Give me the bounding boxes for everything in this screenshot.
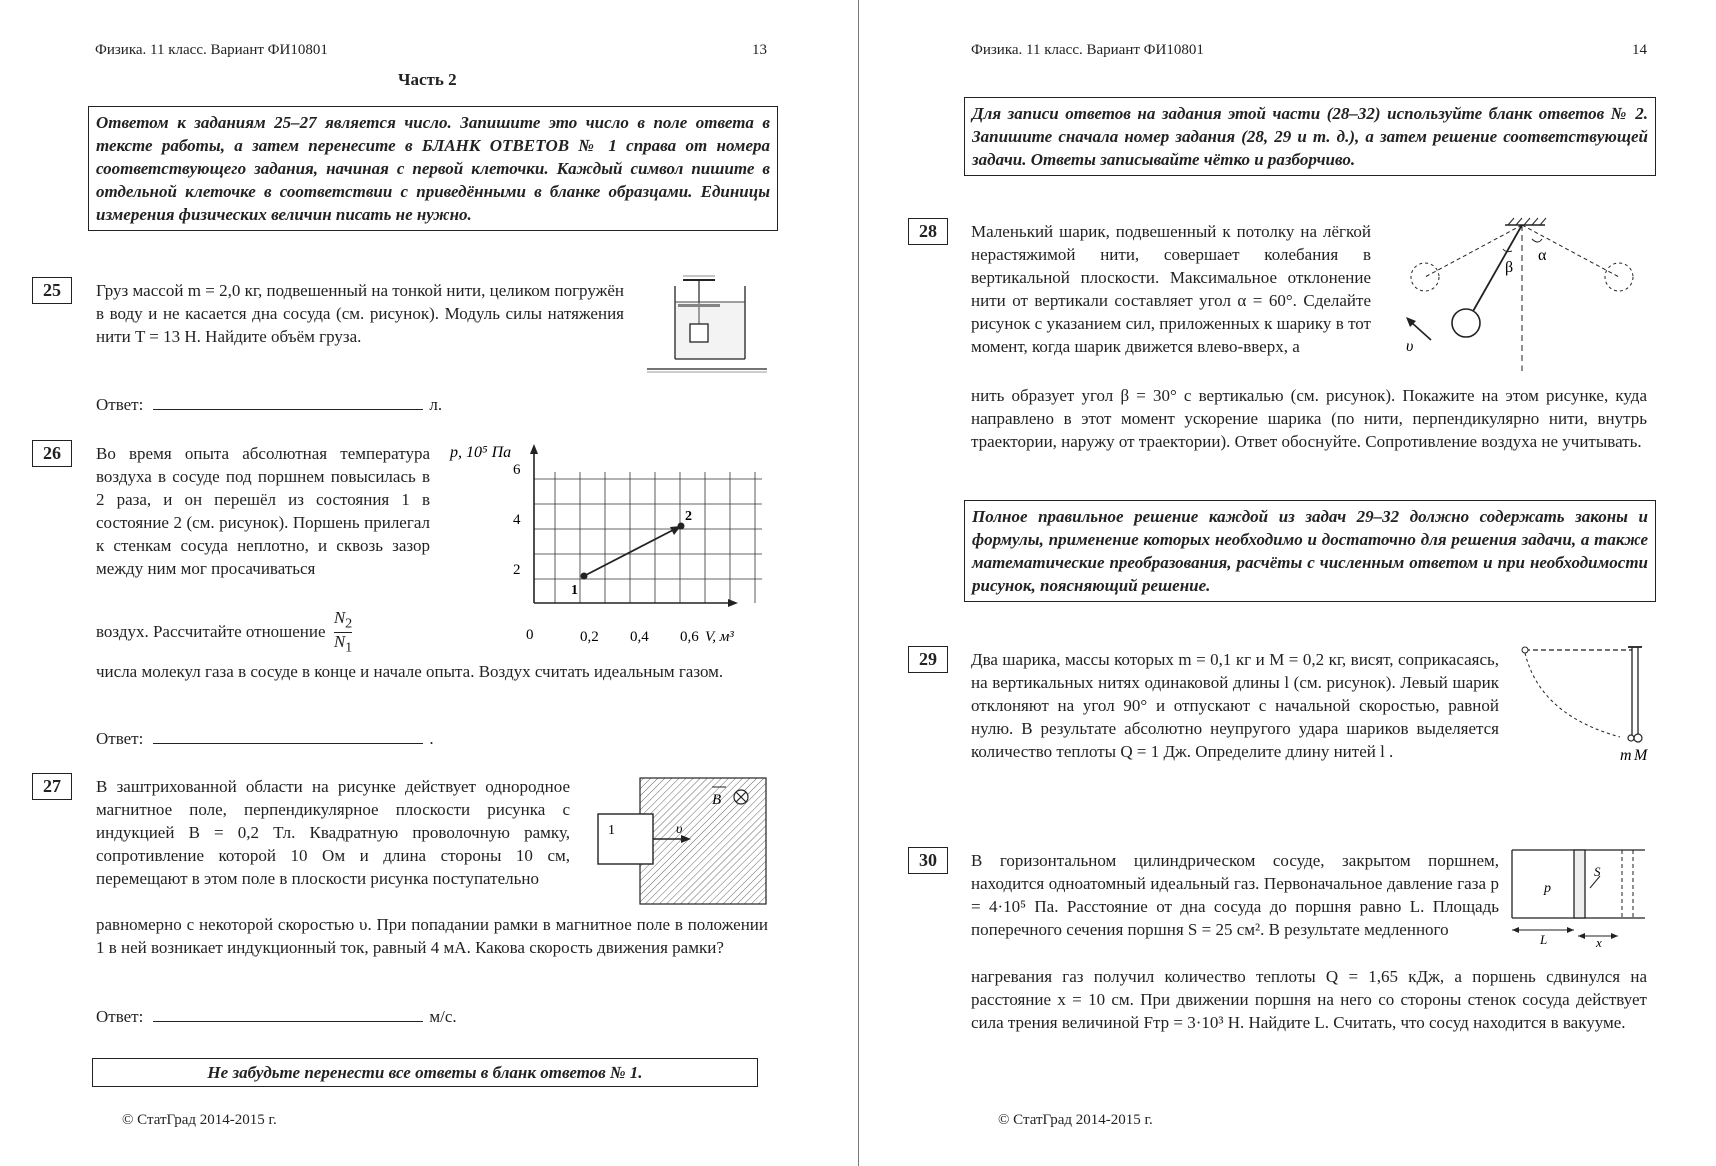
pendulum-figure xyxy=(1390,215,1665,375)
x-tick-0-6: 0,6 xyxy=(680,629,699,645)
mass-M-label: M xyxy=(1634,747,1648,764)
x-tick-0-4: 0,4 xyxy=(630,629,649,645)
pressure-label: p xyxy=(1544,881,1551,896)
ratio-fraction: $\frac{N_2}{N_1}$ xyxy=(333,608,353,656)
y-tick-2: 2 xyxy=(513,562,521,578)
two-balls-figure xyxy=(1520,645,1660,765)
answer-field-27[interactable] xyxy=(96,1005,457,1027)
instruction-box: Для записи ответов на задания этой части (28–32) используйте бланк ответов № 2. Запишите сначала номер задания (28, 29 и т. д.), а затем решение соответствующей задачи. Ответы записывайте чётко и разборчиво. xyxy=(964,97,1656,176)
page-header: Физика. 11 класс. Вариант ФИ10801 xyxy=(95,42,328,58)
page-footer: © СтатГрад 2014-2015 г. xyxy=(122,1112,277,1128)
question-27-text: В заштрихованной области на рисунке действует однородное магнитное поле, перпендикулярное плоскости рисунка с индукцией B = 0,2 Тл. Квадратную проволочную рамку, сопротивление которой 10 Ом и длина стороны 10 см, перемещают в этом поле в плоскости рисунка поступательно xyxy=(96,777,570,888)
page-number: 14 xyxy=(1632,42,1647,58)
part-title: Часть 2 xyxy=(398,70,457,89)
graph-y-label: p, 10⁵ Па xyxy=(450,444,512,461)
answer-unit: м/с. xyxy=(429,1007,457,1026)
ratio-text: воздух. Рассчитайте отношение xyxy=(96,621,326,641)
answer-unit: л. xyxy=(429,395,443,414)
question-number-28: 28 xyxy=(908,218,948,245)
question-26-text-after: числа молекул газа в сосуде в конце и начале опыта. Воздух считать идеальным газом. xyxy=(96,662,724,681)
b-label: B xyxy=(712,792,722,808)
state-2-label: 2 xyxy=(685,509,692,524)
question-number-29: 29 xyxy=(908,646,948,673)
page-number: 13 xyxy=(752,42,767,58)
instruction-box: Ответом к заданиям 25–27 является число. Запишите это число в поле ответа в тексте работы, а затем перенесите в БЛАНК ОТВЕТОВ № 1 справа от номера соответствующего задания, начиная с первой клеточки. Каждый символ пишите в отдельной клеточке в соответствии с приведёнными в бланке образцами. Единицы измерения физических величин писать не нужно. xyxy=(88,106,778,231)
y-tick-6: 6 xyxy=(513,462,521,478)
state-2-point xyxy=(678,523,685,530)
question-25-text: Груз массой m = 2,0 кг, подвешенный на тонкой нити, целиком погружён в воду и не касается дна сосуда (см. рисунок). Модуль силы натяжения нити T = 13 Н. Найдите объём груза. xyxy=(96,281,624,346)
page-header: Физика. 11 класс. Вариант ФИ10801 xyxy=(971,42,1204,58)
question-30-text-after: нагревания газ получил количество теплоты Q = 1,65 кДж, а поршень сдвинулся на расстояние x = 10 см. При движении поршня на него со стороны стенок сосуда действует сила трения величиной Fтр = 3·10³ Н. Найдите L. Считать, что сосуд находится в вакууме. xyxy=(971,967,1647,1032)
answer-unit: . xyxy=(429,729,434,748)
answer-field-25[interactable] xyxy=(96,393,442,415)
area-label: S xyxy=(1594,864,1601,879)
frame-position-label: 1 xyxy=(608,823,615,838)
question-number-26: 26 xyxy=(32,440,72,467)
answer-label: Ответ: xyxy=(96,729,144,748)
mass-m-label: m xyxy=(1620,747,1632,764)
y-tick-4: 4 xyxy=(513,512,521,528)
shift-x-label: x xyxy=(1596,935,1602,950)
piston xyxy=(1574,850,1585,918)
ball xyxy=(1452,309,1480,337)
answer-label: Ответ: xyxy=(96,395,144,414)
velocity-label: υ xyxy=(1406,338,1414,355)
graph-origin: 0 xyxy=(526,627,534,643)
page-footer: © СтатГрад 2014-2015 г. xyxy=(998,1112,1153,1128)
question-28-text-after: нить образует угол β = 30° с вертикалью (см. рисунок). Покажите на этом рисунке, куда направлено в этот момент ускорение шарика (по нити, перпендикулярно нити, внутрь траектории, наружу от траектории). Ответ обоснуйте. Сопротивление воздуха не учитывать. xyxy=(971,386,1647,451)
cylinder-figure xyxy=(1510,848,1650,948)
question-number-27: 27 xyxy=(32,773,72,800)
beta-label: β xyxy=(1505,259,1514,276)
wire-frame xyxy=(598,814,653,864)
question-30-text: В горизонтальном цилиндрическом сосуде, закрытом поршнем, находится одноатомный идеальный газ. Первоначальное давление газа p = 4·10⁵ Па. Расстояние от дна сосуда до поршня равно L. Площадь поперечного сечения поршня S = 25 см². В результате медленного xyxy=(971,851,1499,939)
length-L-label: L xyxy=(1540,932,1548,947)
solution-requirements-box: Полное правильное решение каждой из задач 29–32 должно содержать законы и формулы, применение которых необходимо и достаточно для решения задачи, а также математические преобразования, расчёты с численным ответом и при необходимости рисунок, поясняющий решение. xyxy=(964,500,1656,602)
answer-field-26[interactable] xyxy=(96,727,434,749)
alpha-label: α xyxy=(1538,247,1547,264)
state-1-point xyxy=(581,573,588,580)
magnetic-field-figure xyxy=(596,776,768,906)
x-tick-0-2: 0,2 xyxy=(580,629,599,645)
right-page xyxy=(860,0,1716,1166)
question-26-ratio xyxy=(96,609,356,657)
pv-graph xyxy=(450,440,750,650)
question-27-text-after: равномерно с некоторой скоростью υ. При попадании рамки в магнитное поле в положении 1 в ней возникает индукционный ток, равный 4 мА. Какова скорость движения рамки? xyxy=(96,915,768,957)
answer-label: Ответ: xyxy=(96,1007,144,1026)
question-number-30: 30 xyxy=(908,847,948,874)
reminder-box: Не забудьте перенести все ответы в бланк ответов № 1. xyxy=(92,1058,758,1087)
question-28-text: Маленький шарик, подвешенный к потолку на лёгкой нерастяжимой нити, совершает колебания в вертикальной плоскости. Максимальное отклонение нити от вертикали составляет угол α = 60°. Сделайте рисунок с указанием сил, приложенных к шарику в тот момент, когда шарик движется влево-вверх, а xyxy=(971,222,1371,356)
page-divider xyxy=(858,0,859,1166)
velocity-label: υ xyxy=(676,822,683,837)
answer-line[interactable] xyxy=(153,727,423,744)
state-1-label: 1 xyxy=(571,583,578,598)
question-29-text: Два шарика, массы которых m = 0,1 кг и M = 0,2 кг, висят, соприкасаясь, на вертикальных нитях одинаковой длины l (см. рисунок). Левый шарик отклоняют на угол 90° и отпускают с начальной скоростью, равной нулю. В результате абсолютно неупругого удара шариков выделяется количество теплоты Q = 1 Дж. Определите длину нитей l . xyxy=(971,650,1499,761)
answer-line[interactable] xyxy=(153,393,423,410)
question-number-25: 25 xyxy=(32,277,72,304)
answer-line[interactable] xyxy=(153,1005,423,1022)
question-26-text: Во время опыта абсолютная температура воздуха в сосуде под поршнем повысилась в 2 раза, и он перешёл из состояния 1 в состояние 2 (см. рисунок). Поршень прилегал к стенкам сосуда неплотно, и сквозь зазор между ним мог просачиваться xyxy=(96,444,430,578)
graph-x-label: V, м³ xyxy=(705,629,734,645)
vessel-figure xyxy=(645,274,770,374)
